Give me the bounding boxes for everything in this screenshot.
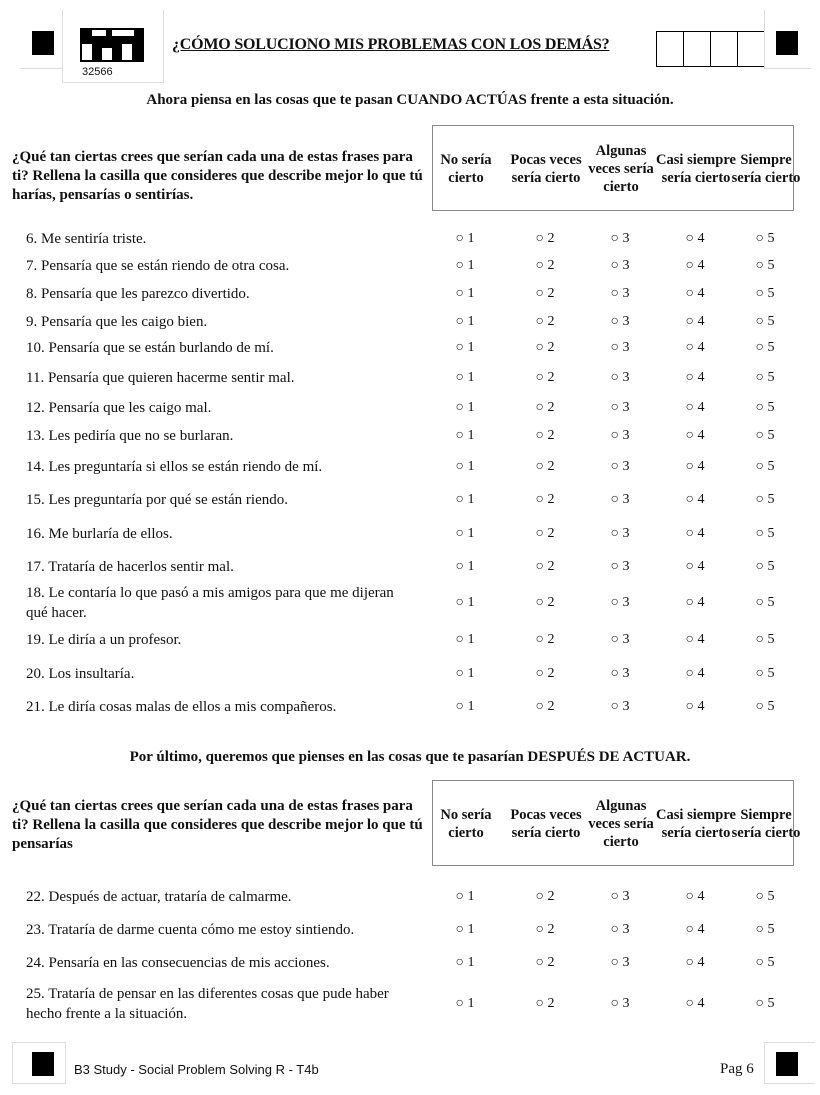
radio-option-1[interactable]: ○ 1 [455, 996, 475, 1011]
radio-option-3[interactable]: ○ 3 [610, 492, 630, 507]
radio-option-4[interactable]: ○ 4 [685, 955, 705, 970]
question-text: 24. Pensaría en las consecuencias de mis acciones. [26, 955, 330, 971]
radio-option-4[interactable]: ○ 4 [685, 428, 705, 443]
radio-option-4[interactable]: ○ 4 [685, 632, 705, 647]
radio-option-3[interactable]: ○ 3 [610, 595, 630, 610]
radio-option-5[interactable]: ○ 5 [755, 492, 775, 507]
radio-option-5[interactable]: ○ 5 [755, 632, 775, 647]
form-code: 32566 [82, 66, 113, 78]
radio-option-2[interactable]: ○ 2 [535, 340, 555, 355]
radio-option-1[interactable]: ○ 1 [455, 922, 475, 937]
question-text: 20. Los insultaría. [26, 666, 135, 682]
radio-option-3[interactable]: ○ 3 [610, 666, 630, 681]
radio-option-1[interactable]: ○ 1 [455, 428, 475, 443]
radio-option-1[interactable]: ○ 1 [455, 666, 475, 681]
radio-option-2[interactable]: ○ 2 [535, 459, 555, 474]
radio-option-1[interactable]: ○ 1 [455, 400, 475, 415]
question-text: 8. Pensaría que les parezco divertido. [26, 286, 250, 302]
radio-option-3[interactable]: ○ 3 [610, 400, 630, 415]
radio-option-4[interactable]: ○ 4 [685, 559, 705, 574]
radio-option-3[interactable]: ○ 3 [610, 428, 630, 443]
radio-option-5[interactable]: ○ 5 [755, 459, 775, 474]
radio-option-3[interactable]: ○ 3 [610, 314, 630, 329]
radio-option-1[interactable]: ○ 1 [455, 231, 475, 246]
radio-option-3[interactable]: ○ 3 [610, 632, 630, 647]
radio-option-4[interactable]: ○ 4 [685, 231, 705, 246]
radio-option-3[interactable]: ○ 3 [610, 370, 630, 385]
radio-option-1[interactable]: ○ 1 [455, 526, 475, 541]
radio-option-3[interactable]: ○ 3 [610, 340, 630, 355]
question-text: 10. Pensaría que se están burlando de mí. [26, 340, 274, 356]
question-text: 21. Le diría cosas malas de ellos a mis compañeros. [26, 699, 337, 715]
radio-option-2[interactable]: ○ 2 [535, 996, 555, 1011]
radio-option-1[interactable]: ○ 1 [455, 632, 475, 647]
radio-option-3[interactable]: ○ 3 [610, 231, 630, 246]
radio-option-2[interactable]: ○ 2 [535, 632, 555, 647]
scale-header-2: Pocas veces sería cierto [510, 807, 582, 841]
section2-scale-header [432, 780, 801, 866]
registration-mark-top-left [32, 31, 54, 55]
section2-instruction: ¿Qué tan ciertas crees que serían cada una de estas frases para ti? Rellena la casilla que consideres que describe mejor lo que tú pensarías [12, 798, 423, 852]
question-text: 22. Después de actuar, trataría de calmarme. [26, 889, 292, 905]
radio-option-2[interactable]: ○ 2 [535, 314, 555, 329]
radio-option-1[interactable]: ○ 1 [455, 459, 475, 474]
radio-option-5[interactable]: ○ 5 [755, 231, 775, 246]
radio-option-5[interactable]: ○ 5 [755, 286, 775, 301]
radio-option-1[interactable]: ○ 1 [455, 559, 475, 574]
question-text: 9. Pensaría que les caigo bien. [26, 314, 208, 330]
radio-option-5[interactable]: ○ 5 [755, 428, 775, 443]
question-text: 25. Trataría de pensar en las diferentes cosas que pude haber hecho frente a la situación. [26, 986, 389, 1022]
radio-option-1[interactable]: ○ 1 [455, 699, 475, 714]
radio-option-3[interactable]: ○ 3 [610, 286, 630, 301]
radio-option-2[interactable]: ○ 2 [535, 889, 555, 904]
radio-option-2[interactable]: ○ 2 [535, 699, 555, 714]
radio-option-1[interactable]: ○ 1 [455, 314, 475, 329]
radio-option-3[interactable]: ○ 3 [610, 922, 630, 937]
id-entry-boxes[interactable] [656, 31, 765, 67]
radio-option-2[interactable]: ○ 2 [535, 428, 555, 443]
radio-option-2[interactable]: ○ 2 [535, 370, 555, 385]
radio-option-4[interactable]: ○ 4 [685, 340, 705, 355]
scale-header-3: Algunas veces sería cierto [588, 143, 654, 195]
radio-option-1[interactable]: ○ 1 [455, 286, 475, 301]
radio-option-2[interactable]: ○ 2 [535, 258, 555, 273]
radio-option-5[interactable]: ○ 5 [755, 889, 775, 904]
question-text: 15. Les preguntaría por qué se están riendo. [26, 492, 288, 508]
radio-option-4[interactable]: ○ 4 [685, 370, 705, 385]
radio-option-3[interactable]: ○ 3 [610, 955, 630, 970]
radio-option-5[interactable]: ○ 5 [755, 370, 775, 385]
radio-option-3[interactable]: ○ 3 [610, 559, 630, 574]
radio-option-3[interactable]: ○ 3 [610, 889, 630, 904]
scale-header-4: Casi siempre sería cierto [656, 807, 736, 841]
radio-option-4[interactable]: ○ 4 [685, 526, 705, 541]
radio-option-1[interactable]: ○ 1 [455, 492, 475, 507]
radio-option-2[interactable]: ○ 2 [535, 286, 555, 301]
radio-option-4[interactable]: ○ 4 [685, 666, 705, 681]
radio-option-4[interactable]: ○ 4 [685, 922, 705, 937]
radio-option-4[interactable]: ○ 4 [685, 459, 705, 474]
radio-option-2[interactable]: ○ 2 [535, 492, 555, 507]
radio-option-5[interactable]: ○ 5 [755, 526, 775, 541]
question-text: 6. Me sentiría triste. [26, 231, 147, 247]
scale-header-5: Siempre sería cierto [731, 152, 801, 186]
radio-option-5[interactable]: ○ 5 [755, 340, 775, 355]
radio-option-1[interactable]: ○ 1 [455, 258, 475, 273]
scale-header-3: Algunas veces sería cierto [588, 798, 654, 850]
radio-option-4[interactable]: ○ 4 [685, 699, 705, 714]
radio-option-3[interactable]: ○ 3 [610, 258, 630, 273]
question-text: 19. Le diría a un profesor. [26, 632, 182, 648]
radio-option-2[interactable]: ○ 2 [535, 526, 555, 541]
scale-header-1: No sería cierto [440, 152, 492, 186]
radio-option-2[interactable]: ○ 2 [535, 666, 555, 681]
registration-mark-bottom-left [32, 1052, 54, 1076]
scale-header-2: Pocas veces sería cierto [510, 152, 582, 186]
radio-option-5[interactable]: ○ 5 [755, 559, 775, 574]
registration-mark-top-right [776, 31, 798, 55]
radio-option-4[interactable]: ○ 4 [685, 286, 705, 301]
question-text: 13. Les pediría que no se burlaran. [26, 428, 234, 444]
radio-option-5[interactable]: ○ 5 [755, 595, 775, 610]
radio-option-3[interactable]: ○ 3 [610, 526, 630, 541]
radio-option-2[interactable]: ○ 2 [535, 955, 555, 970]
radio-option-4[interactable]: ○ 4 [685, 595, 705, 610]
radio-option-2[interactable]: ○ 2 [535, 922, 555, 937]
radio-option-4[interactable]: ○ 4 [685, 996, 705, 1011]
radio-option-5[interactable]: ○ 5 [755, 666, 775, 681]
registration-mark-bottom-right [776, 1052, 798, 1076]
radio-option-2[interactable]: ○ 2 [535, 559, 555, 574]
radio-option-3[interactable]: ○ 3 [610, 459, 630, 474]
radio-option-2[interactable]: ○ 2 [535, 595, 555, 610]
question-text: 16. Me burlaría de ellos. [26, 526, 173, 542]
section2-heading: Por último, queremos que pienses en las cosas que te pasarían DESPUÉS DE ACTUAR. [129, 749, 691, 765]
question-text: 12. Pensaría que les caigo mal. [26, 400, 212, 416]
radio-option-1[interactable]: ○ 1 [455, 955, 475, 970]
question-text: 23. Trataría de darme cuenta cómo me estoy sintiendo. [26, 922, 355, 938]
radio-option-4[interactable]: ○ 4 [685, 889, 705, 904]
scale-header-5: Siempre sería cierto [731, 807, 801, 841]
section1-instruction: ¿Qué tan ciertas crees que serían cada una de estas frases para ti? Rellena la casilla que consideres que describe mejor lo que tú harías, pensarías o sentirías. [12, 149, 423, 203]
section1-heading: Ahora piensa en las cosas que te pasan CUANDO ACTÚAS frente a esta situación. [146, 92, 674, 108]
radio-option-2[interactable]: ○ 2 [535, 231, 555, 246]
question-text: 18. Le contaría lo que pasó a mis amigos para que me dijeran qué hacer. [26, 585, 394, 621]
radio-option-1[interactable]: ○ 1 [455, 889, 475, 904]
radio-option-5[interactable]: ○ 5 [755, 922, 775, 937]
radio-option-5[interactable]: ○ 5 [755, 400, 775, 415]
radio-option-5[interactable]: ○ 5 [755, 996, 775, 1011]
form-barcode [80, 28, 144, 62]
footer-study-label: B3 Study - Social Problem Solving R - T4b [74, 1062, 319, 1077]
radio-option-5[interactable]: ○ 5 [755, 314, 775, 329]
scale-header-1: No sería cierto [440, 807, 492, 841]
page-title: ¿CÓMO SOLUCIONO MIS PROBLEMAS CON LOS DEMÁS? [172, 36, 610, 53]
question-text: 11. Pensaría que quieren hacerme sentir mal. [26, 370, 295, 386]
section1-scale-header [432, 125, 801, 211]
radio-option-5[interactable]: ○ 5 [755, 258, 775, 273]
question-text: 7. Pensaría que se están riendo de otra cosa. [26, 258, 290, 274]
radio-option-4[interactable]: ○ 4 [685, 314, 705, 329]
radio-option-4[interactable]: ○ 4 [685, 400, 705, 415]
radio-option-1[interactable]: ○ 1 [455, 370, 475, 385]
radio-option-3[interactable]: ○ 3 [610, 996, 630, 1011]
radio-option-3[interactable]: ○ 3 [610, 699, 630, 714]
radio-option-4[interactable]: ○ 4 [685, 492, 705, 507]
radio-option-5[interactable]: ○ 5 [755, 955, 775, 970]
radio-option-4[interactable]: ○ 4 [685, 258, 705, 273]
radio-option-5[interactable]: ○ 5 [755, 699, 775, 714]
radio-option-1[interactable]: ○ 1 [455, 595, 475, 610]
scale-header-4: Casi siempre sería cierto [656, 152, 736, 186]
page-number: Pag 6 [720, 1061, 754, 1077]
question-text: 17. Trataría de hacerlos sentir mal. [26, 559, 234, 575]
radio-option-2[interactable]: ○ 2 [535, 400, 555, 415]
question-text: 14. Les preguntaría si ellos se están riendo de mí. [26, 459, 323, 475]
radio-option-1[interactable]: ○ 1 [455, 340, 475, 355]
